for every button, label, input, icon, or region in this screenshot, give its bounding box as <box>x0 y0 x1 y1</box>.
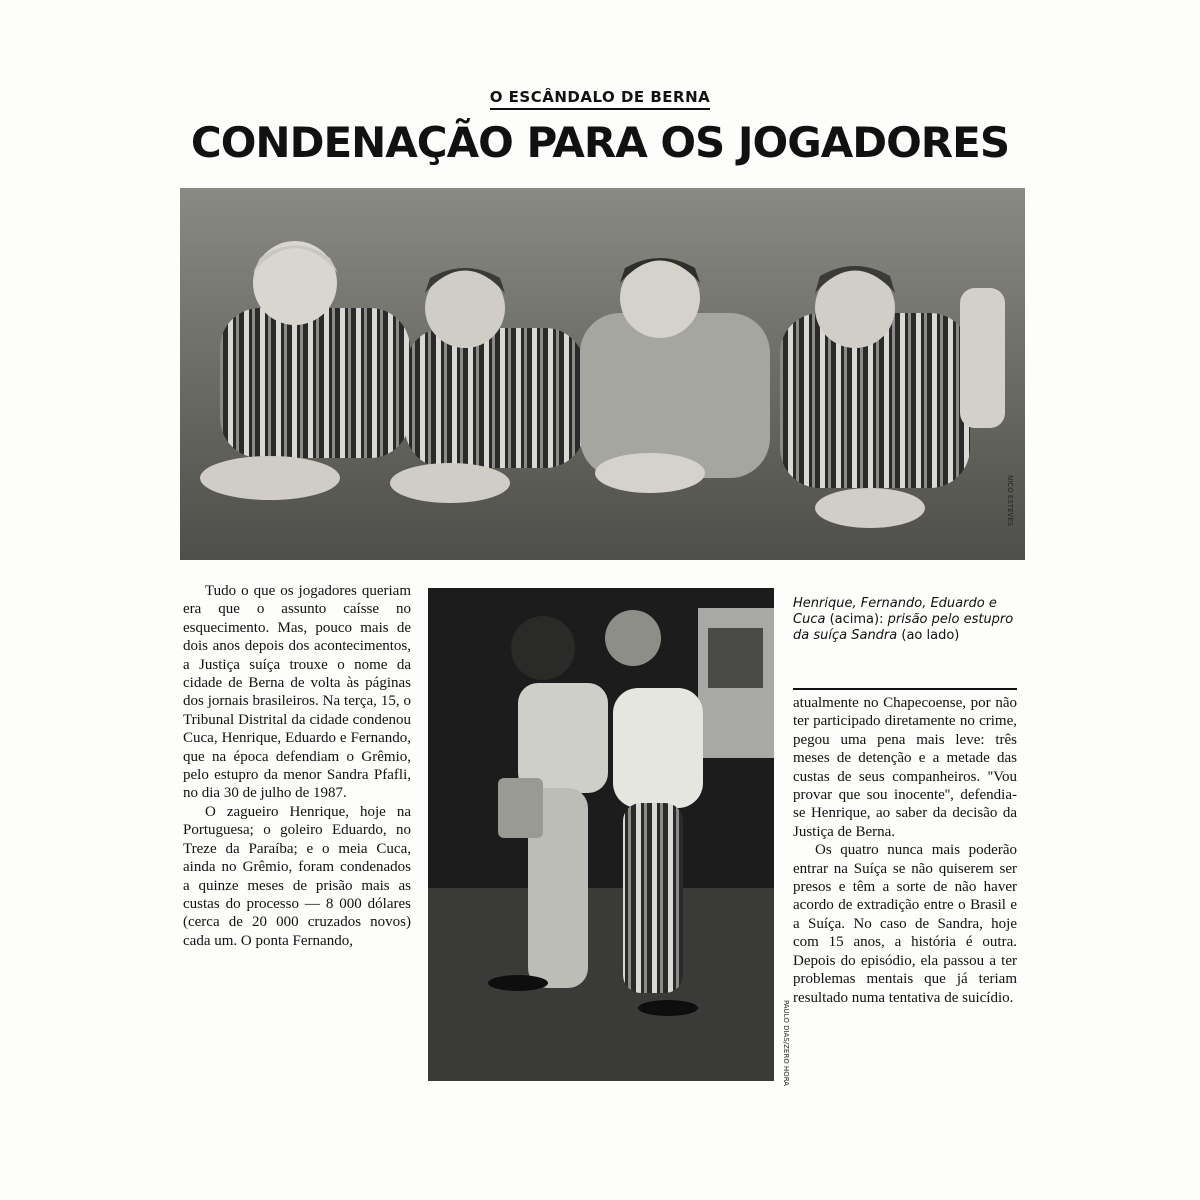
paragraph: Tudo o que os jogadores queriam era que o assunto caísse no esquecimento. Mas, pouco mais de dois anos depois dos acontecimentos, a Justiça suíça trouxe o nome da cidade de Berna de volta às páginas dos jornais brasileiros. Na terça, 15, o Tribunal Distrital da cidade condenou Cuca, Henrique, Eduardo e Fernando, que na época defendiam o Grêmio, pelo estupro da menor Sandra Pfafli, no dia 30 de julho de 1987. <box>183 583 411 802</box>
caption-names: Henrique, Fernando, Eduardo e Cuca <box>793 596 997 627</box>
team-photo-illustration <box>180 188 1025 560</box>
kicker-text: O ESCÂNDALO DE BERNA <box>490 88 711 110</box>
team-photo <box>180 188 1025 560</box>
photo-credit-top: NICO ESTEVES <box>1006 475 1014 527</box>
photo-caption <box>793 596 1017 644</box>
headline: CONDENAÇÃO PARA OS JOGADORES <box>190 118 1010 167</box>
photo-credit-mid: PAULO DIAS/ZERO HORA <box>782 1000 790 1087</box>
article-column-1 <box>183 582 411 950</box>
caption-line2: prisão pelo estupro da suíça Sandra <box>793 612 1014 643</box>
street-photo <box>428 588 774 1081</box>
kicker <box>0 88 1200 106</box>
caption-line2-suffix: (ao lado) <box>897 628 960 643</box>
article-column-3 <box>793 694 1017 1007</box>
caption-names-suffix: (acima): <box>825 612 884 627</box>
paragraph: O zagueiro Henrique, hoje na Portuguesa; o goleiro Eduardo, no Treze da Paraíba; e o meia Cuca, ainda no Grêmio, foram condenados a quinze meses de prisão mais as custas do processo — 8 000 dólares (cerca de 20 000 cruzados novos) cada um. O ponta Fernando, <box>183 803 411 949</box>
street-photo-illustration <box>428 588 774 1081</box>
caption-divider <box>793 688 1017 690</box>
paragraph: Os quatro nunca mais poderão entrar na Suíça se não quiserem ser presos e têm a sorte de não haver acordo de extradição entre o Brasil e a Suíça. No caso de Sandra, hoje com 15 anos, a história é outra. Depois do episódio, ela passou a ter problemas mentais que já teriam resultado numa tentativa de suicídio. <box>793 842 1017 1006</box>
paragraph: atualmente no Chapecoense, por não ter participado diretamente no crime, pegou uma pena mais leve: três meses de detenção e a metade das custas de seus companheiros. ''Vou provar que sou inocente'', defendia-se Henrique, ao saber da decisão da Justiça de Berna. <box>793 695 1017 840</box>
